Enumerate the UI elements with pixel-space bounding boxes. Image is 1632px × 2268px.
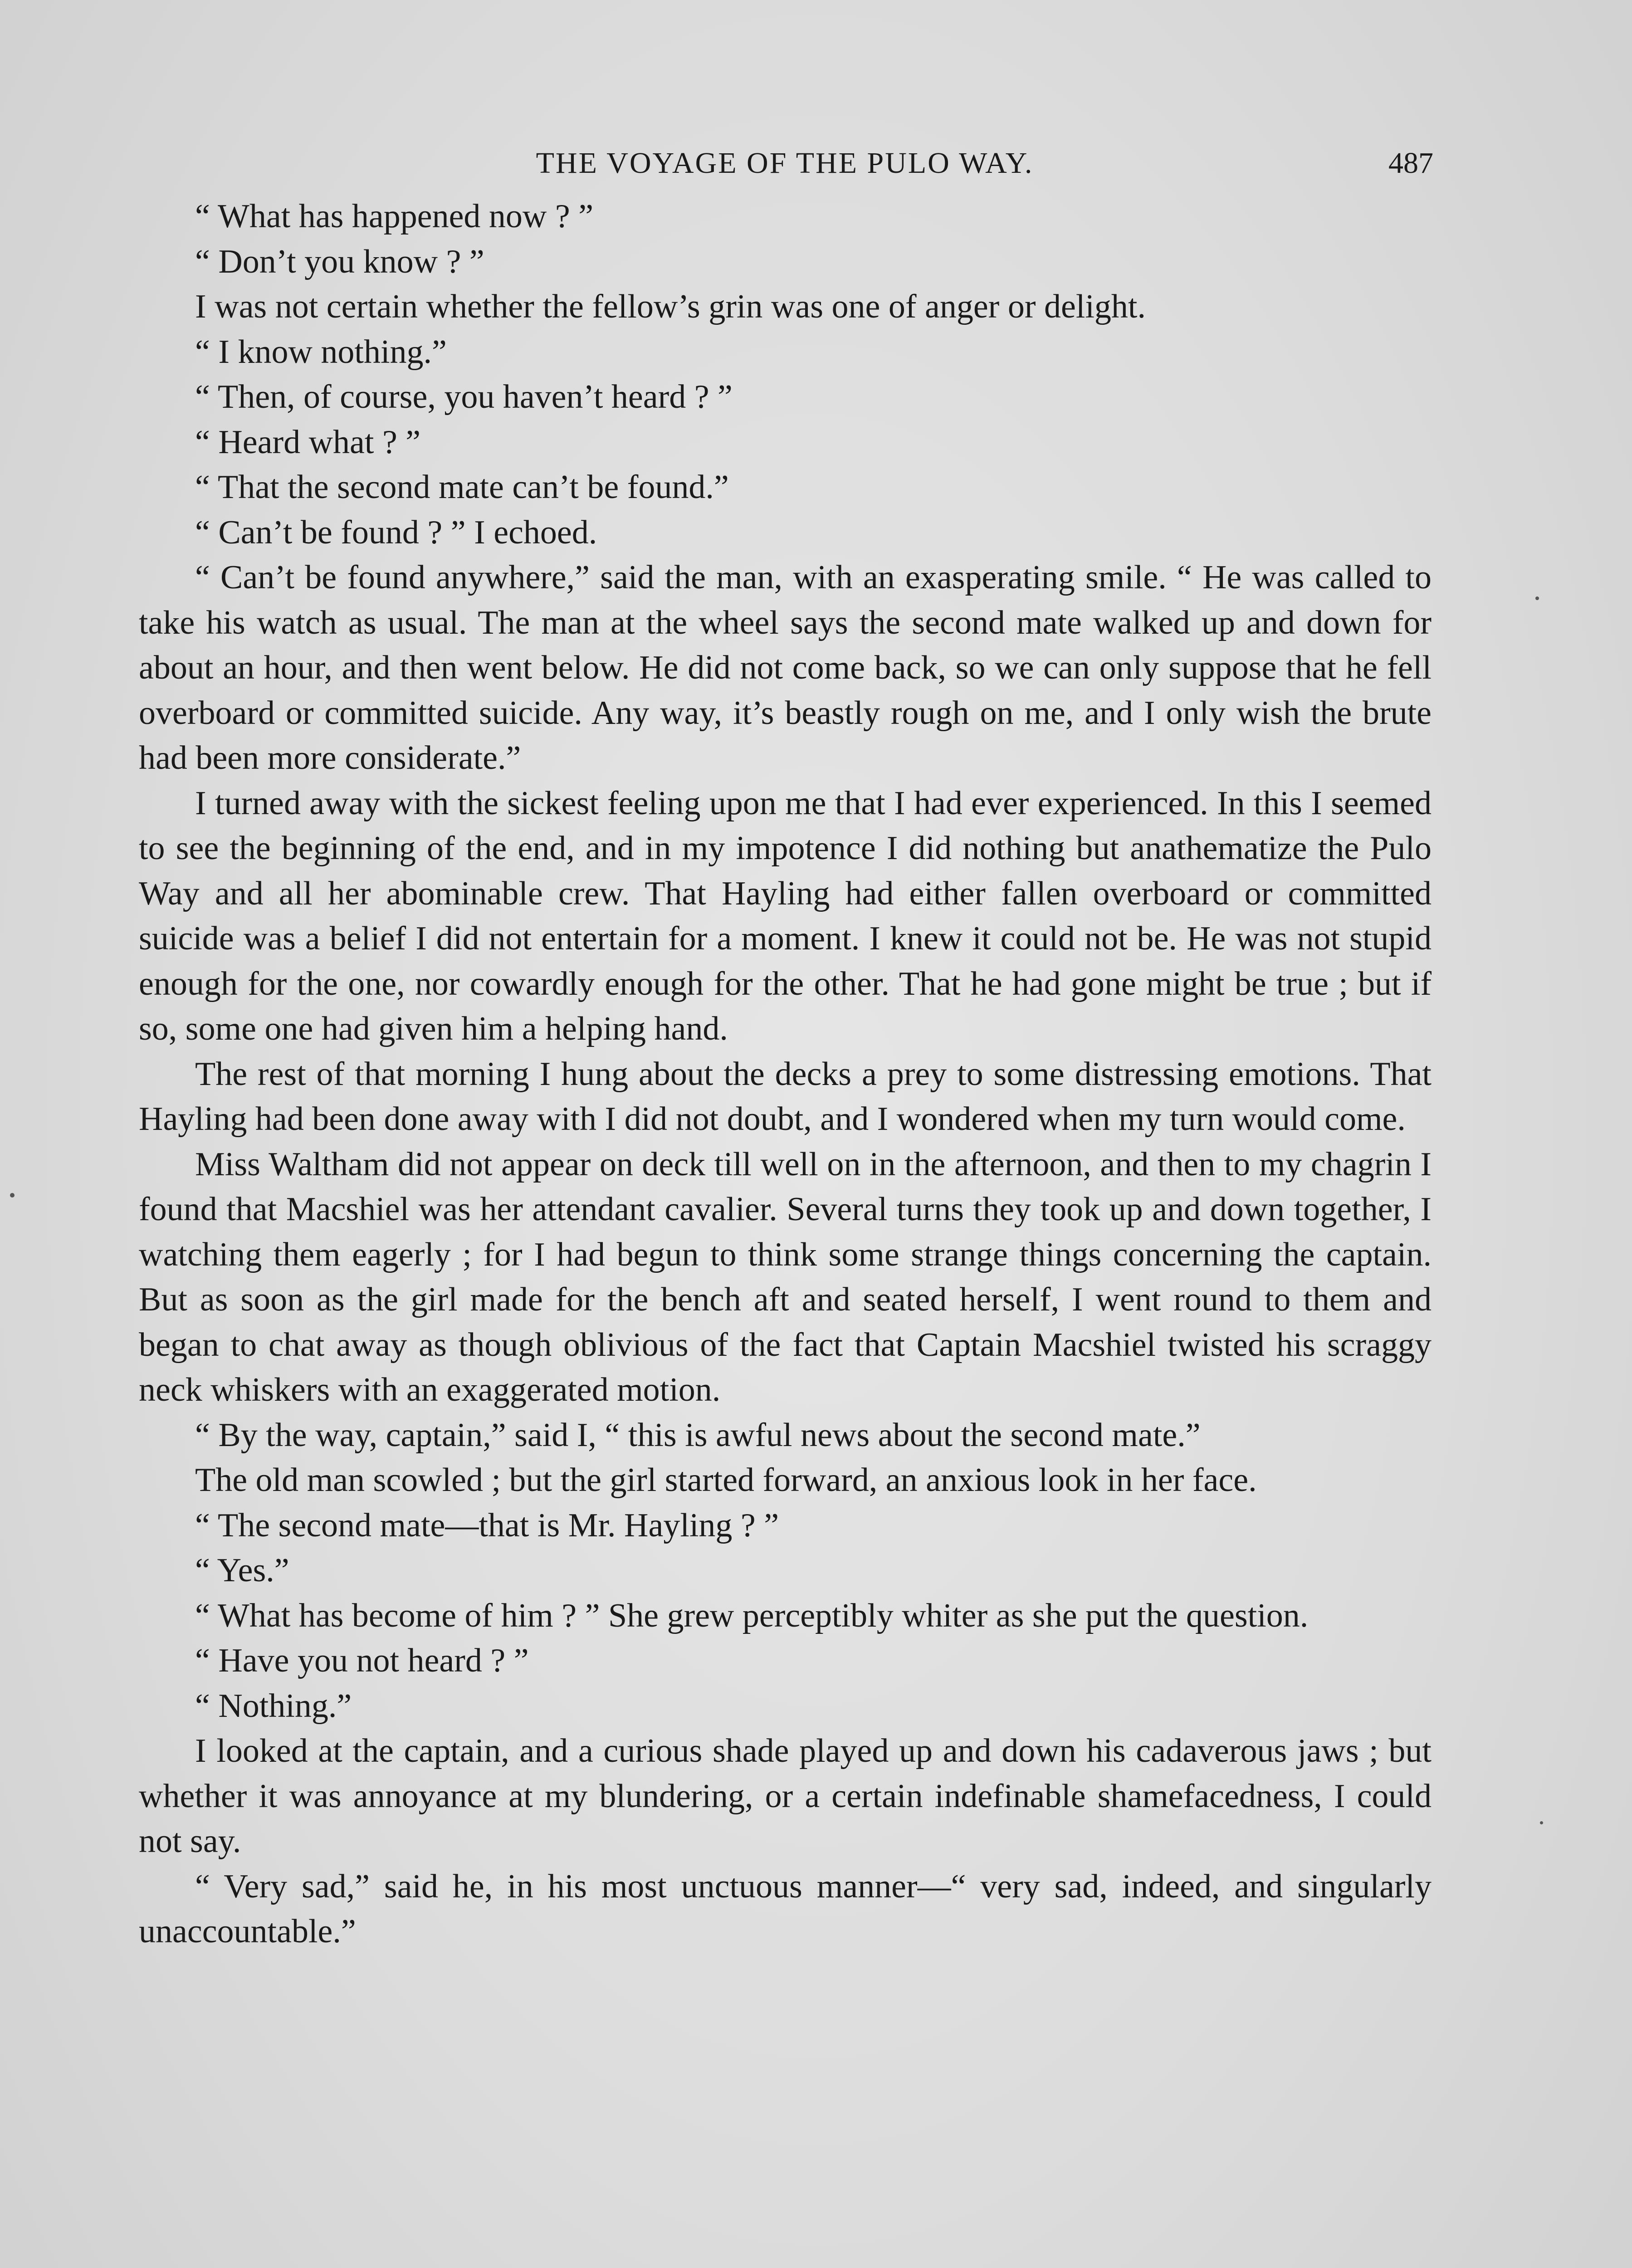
paragraph: “ Can’t be found anywhere,” said the man, with an exasperating smile. “ He was called to take his watch as usual. The man at the wheel says the second mate walked up and down for about an hour, and then went below. He did not come back, so we can only suppose that he fell overboard or committed suicide. Any way, it’s beastly rough on me, and I only wish the brute had been more considerate.” bbox=[139, 559, 1432, 777]
paragraph: The old man scowled ; but the girl started forward, an anxious look in her face. bbox=[195, 1461, 1257, 1499]
running-title: THE VOYAGE OF THE PULO WAY. bbox=[536, 147, 1034, 180]
paragraph: “ Heard what ? ” bbox=[195, 423, 421, 461]
paragraph: “ I know nothing.” bbox=[195, 333, 447, 371]
print-speck bbox=[1535, 596, 1539, 600]
paragraph: The rest of that morning I hung about the decks a prey to some distressing emotions. That Hayling had been done away with I did not doubt, and I wondered when my turn would come. bbox=[139, 1055, 1432, 1138]
paragraph: I was not certain whether the fellow’s grin was one of anger or delight. bbox=[195, 288, 1146, 325]
paragraph: “ Very sad,” said he, in his most unctuous manner—“ very sad, indeed, and singularly unaccountable.” bbox=[139, 1867, 1432, 1950]
paragraph: “ What has happened now ? ” bbox=[195, 198, 594, 235]
paragraph: “ Yes.” bbox=[195, 1552, 289, 1589]
page-number: 487 bbox=[1388, 147, 1433, 180]
page-header bbox=[136, 136, 1433, 191]
print-speck bbox=[10, 1193, 15, 1198]
paragraph: “ That the second mate can’t be found.” bbox=[195, 469, 729, 506]
paragraph: “ What has become of him ? ” She grew perceptibly whiter as she put the question. bbox=[195, 1597, 1309, 1634]
body-text bbox=[139, 194, 1432, 1955]
paragraph: “ Nothing.” bbox=[195, 1687, 352, 1725]
paragraph: I looked at the captain, and a curious shade played up and down his cadaverous jaws ; but whether it was annoyance at my blundering, or a certain indefinable shamefacedness, I could not say. bbox=[139, 1732, 1432, 1860]
paragraph: “ Have you not heard ? ” bbox=[195, 1642, 529, 1679]
paragraph: Miss Waltham did not appear on deck till well on in the afternoon, and then to my chagrin I found that Macshiel was her attendant cavalier. Several turns they took up and down together, I watching them eagerly ; for I had begun to think some strange things concerning the captain. But as soon as the girl made for the bench aft and seated herself, I went round to them and began to chat away as though oblivious of the fact that Captain Macshiel twisted his scraggy neck whiskers with an exaggerated motion. bbox=[139, 1145, 1432, 1408]
paragraph: “ By the way, captain,” said I, “ this is awful news about the second mate.” bbox=[195, 1416, 1201, 1454]
paragraph: I turned away with the sickest feeling upon me that I had ever experienced. In this I seemed to see the beginning of the end, and in my impotence I did nothing but anathematize the Pulo Way and all her abominable crew. That Hayling had either fallen overboard or committed suicide was a belief I did not entertain for a moment. I knew it could not be. He was not stupid enough for the one, nor cowardly enough for the other. That he had gone might be true ; but if so, some one had given him a helping hand. bbox=[139, 784, 1432, 1047]
print-speck bbox=[1540, 1821, 1543, 1824]
paragraph: “ The second mate—that is Mr. Hayling ? ” bbox=[195, 1506, 779, 1544]
paragraph: “ Can’t be found ? ” I echoed. bbox=[195, 513, 597, 551]
paragraph: “ Then, of course, you haven’t heard ? ” bbox=[195, 378, 733, 415]
paragraph: “ Don’t you know ? ” bbox=[195, 243, 484, 280]
